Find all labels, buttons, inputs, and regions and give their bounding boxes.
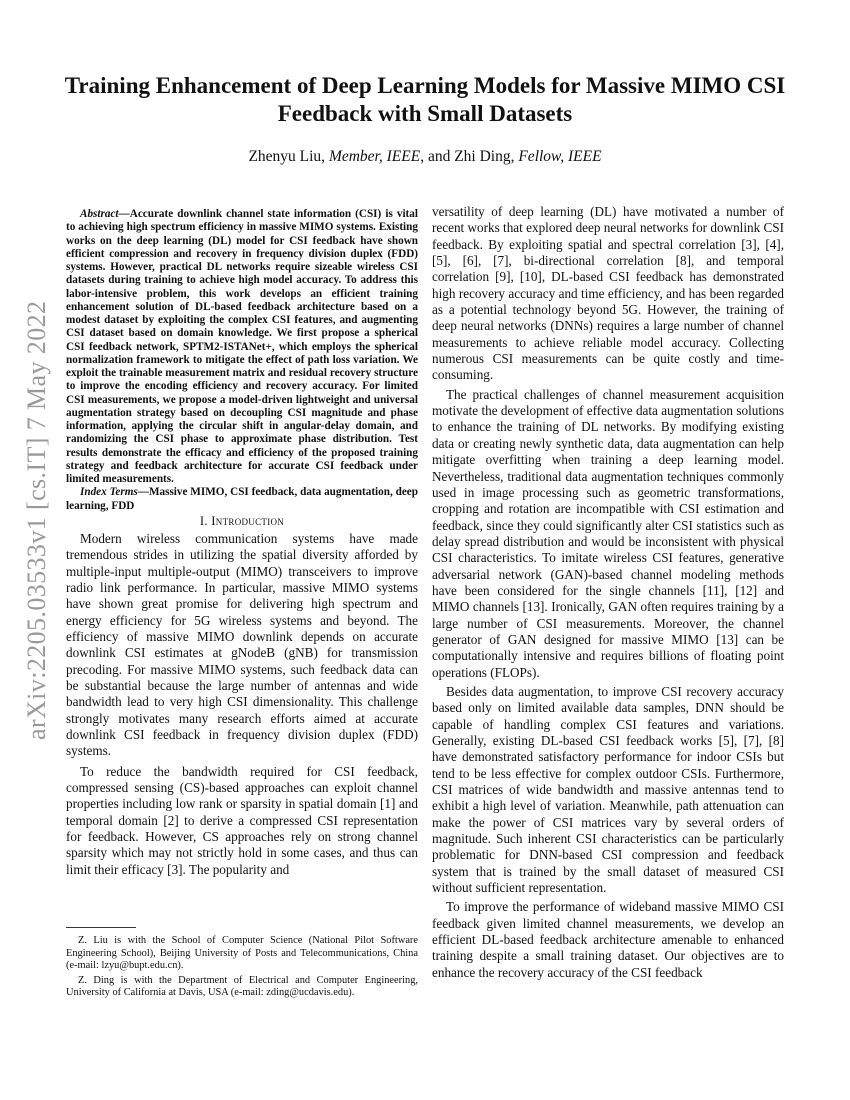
abstract xyxy=(66,208,418,486)
abstract-text: —Accurate downlink channel state information (CSI) is vital to achieving high spectrum efficiency in massive MIMO systems. Existing works on the deep learning (DL) model for CSI feedback have shown efficient compression and recovery in frequency division duplex (FDD) systems. However, practical DL networks require sizeable wireless CSI datasets during training to achieve high model accuracy. To address this labor-intensive problem, this work develops an efficient training enhancement solution of DL-based feedback architecture based on a modest dataset by exploiting the complex CSI features, and augmenting CSI dataset based on domain knowledge. We first propose a spherical CSI feedback network, SPTM2-ISTANet+, which employs the spherical normalization framework to mitigate the effect of path loss variation. We exploit the trainable measurement matrix and residual recovery structure to improve the encoding efficiency and recovery accuracy. For limited CSI measurements, we propose a model-driven lightweight and universal augmentation strategy based on decoupling CSI magnitude and phase information, applying the circular shift in angular-delay domain, and randomizing the CSI phase to approximate phase distribution. Test results demonstrate the efficacy and efficiency of the proposed training strategy and feedback architecture for accurate CSI feedback under limited measurements. xyxy=(66,208,418,485)
index-terms-label: Index Terms xyxy=(80,486,138,499)
body-paragraph: To reduce the bandwidth required for CSI feedback, compressed sensing (CS)-based approaches can exploit channel properties including low rank or sparsity in spatial domain [1] and temporal domain [2] to derive a compressed CSI representation for feedback. However, CS approaches rely on strong channel sparsity which may not strictly hold in some cases, and thus can limit their efficacy [3]. The popularity and xyxy=(66,763,418,877)
section-heading-introduction xyxy=(66,514,418,529)
author-role-2: Fellow, IEEE xyxy=(518,148,602,165)
arxiv-identifier: arXiv:2205.03533v1 [cs.IT] 7 May 2022 xyxy=(22,300,51,740)
footnotes xyxy=(66,935,418,1002)
body-paragraph: The practical challenges of channel measurement acquisition motivate the development of effective data augmentation solutions to enhance the training of DL networks. By modifying existing data or creating newly synthetic data, data augmentation can help mitigate overfitting when training a deep learning model. Nevertheless, traditional data augmentation techniques commonly used in image processing such as geometric transformations, cropping and rotation are incompatible with CSI estimation and feedback, since they could significantly alter CSI statistics such as delay spread distribution and would be inconsistent with physical CSI characteristics. To imitate wireless CSI features, generative adversarial network (GAN)-based channel modeling methods have been considered for the single channels [11], [12] and MIMO channels [13]. Ironically, GAN often requires training by a large number of CSI measurements. Moreover, the channel generator of GAN designed for massive MIMO [13] can be computationally intensive and requires billions of floating point operations (FLOPs). xyxy=(432,386,784,680)
footnote: Z. Liu is with the School of Computer Science (National Pilot Software Engineering School), Beijing University of Posts and Telecommunications, China (e-mail: lzyu@bupt.edu.cn). xyxy=(66,935,418,972)
paper-title: Training Enhancement of Deep Learning Models for Massive MIMO CSI Feedback with Small Datasets xyxy=(64,73,786,126)
author-line xyxy=(60,148,790,166)
section-number: I. xyxy=(199,513,208,528)
index-terms xyxy=(66,486,418,513)
left-column xyxy=(66,208,418,882)
footnote-divider xyxy=(66,927,136,928)
author-name-1: Zhenyu Liu, xyxy=(248,148,326,165)
body-paragraph: Modern wireless communication systems have made tremendous strides in utilizing the spatial diversity afforded by multiple-input multiple-output (MIMO) transceivers to improve radio link performance. In particular, massive MIMO systems have shown great promise for delivering high spectrum and energy efficiency for 5G wireless systems and beyond. The efficiency of massive MIMO downlink depends on accurate downlink CSI estimates at gNodeB (gNB) for transmission precoding. For massive MIMO systems, such feedback data can be substantial because the large number of antennas and wide bandwidth lead to very high CSI dimensionality. This challenge strongly motivates many research efforts aimed at accurate downlink CSI feedback in frequency division duplex (FDD) systems. xyxy=(66,530,418,759)
footnote: Z. Ding is with the Department of Electrical and Computer Engineering, University of California at Davis, USA (e-mail: zding@ucdavis.edu). xyxy=(66,974,418,999)
author-name-2: , and Zhi Ding, xyxy=(420,148,515,165)
body-paragraph: versatility of deep learning (DL) have motivated a number of recent works that explored deep neural networks for downlink CSI feedback. By exploiting spatial and spectral correlation [3], [4], [5], [6], [7], bi-directional correlation [8], and temporal correlation [9], [10], DL-based CSI feedback has demonstrated high recovery accuracy and time efficiency, and has been regarded as a potential technology beyond 5G. However, the training of deep neural networks (DNNs) requires a large number of channel measurements to achieve reliable model accuracy. Collecting numerous CSI measurements can be quite costly and time-consuming. xyxy=(432,204,784,383)
section-title: Introduction xyxy=(211,513,285,528)
body-paragraph: To improve the performance of wideband massive MIMO CSI feedback given limited channel measurements, we develop an efficient DL-based feedback architecture amenable to enhanced training despite a small training dataset. Our objectives are to enhance the recovery accuracy of the CSI feedback xyxy=(432,899,784,980)
body-paragraph: Besides data augmentation, to improve CSI recovery accuracy based only on limited available data samples, DNN should be capable of handling complex CSI features and variations. Generally, existing DL-based CSI feedback works [5], [7], [8] have demonstrated satisfactory performance for indoor CSIs but tend to be less effective for complex outdoor CSIs. Furthermore, CSI matrices of wide bandwidth and massive antennas tend to exhibit a high level of variation. Meanwhile, path attenuation can make the power of CSI matrices vary by several orders of magnitude. Such inherent CSI characteristics can be particularly problematic for DNN-based CSI compression and feedback system that is trained by the small dataset of measured CSI without sufficient representation. xyxy=(432,683,784,896)
index-terms-text: —Massive MIMO, CSI feedback, data augmentation, deep learning, FDD xyxy=(66,486,418,512)
author-role-1: Member, IEEE xyxy=(328,148,421,165)
right-column xyxy=(432,204,784,984)
abstract-label: Abstract xyxy=(80,208,119,220)
